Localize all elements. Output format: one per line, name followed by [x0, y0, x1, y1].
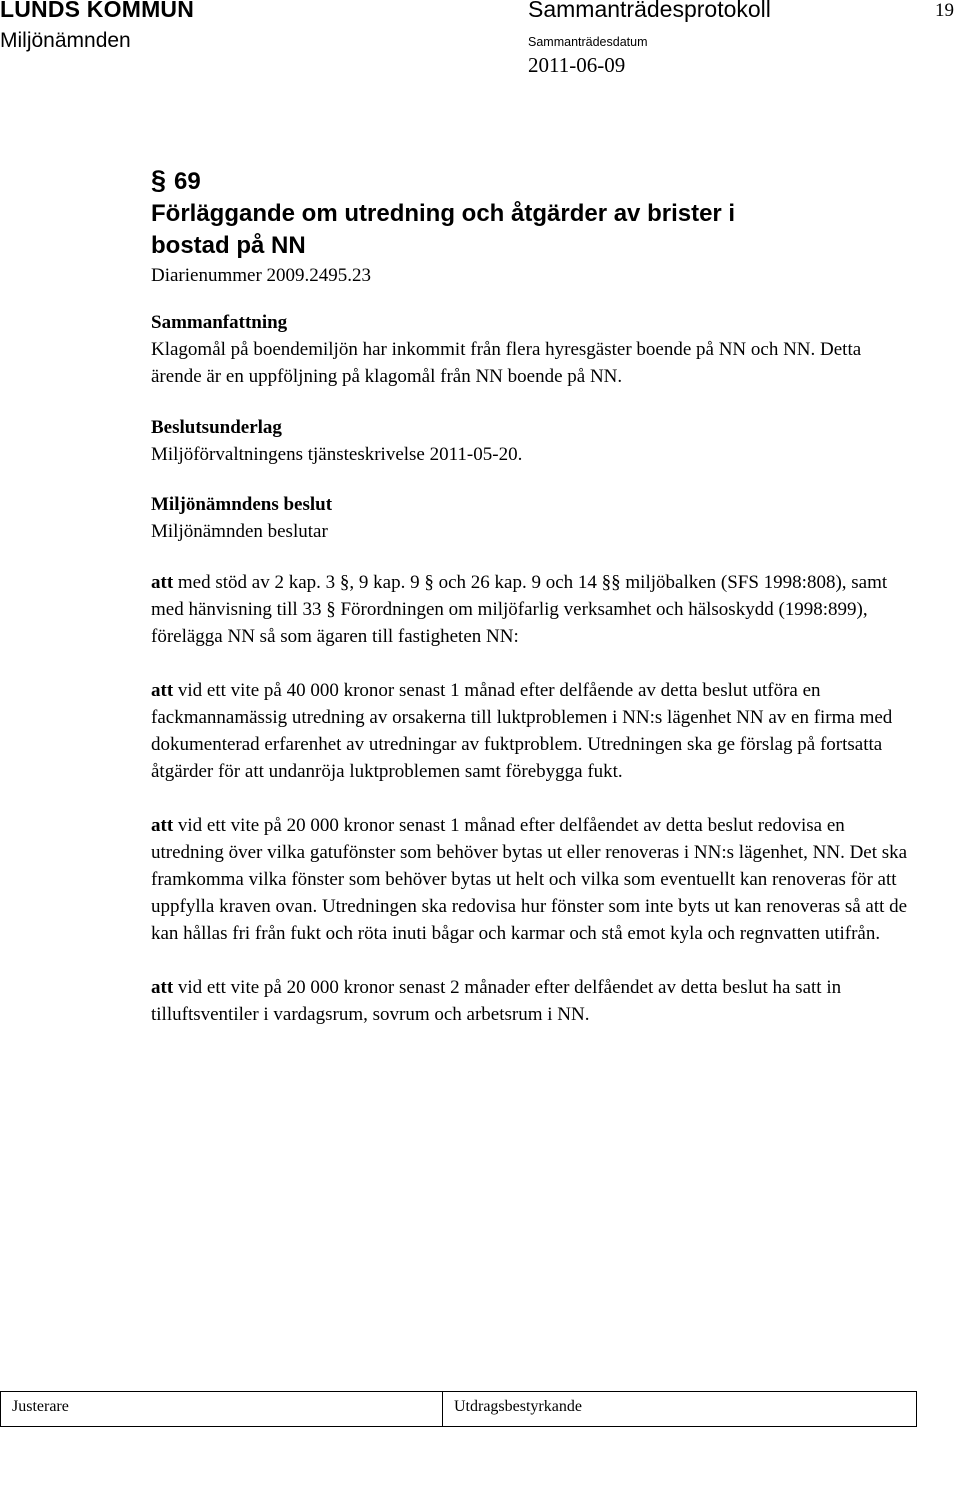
basis-text: Miljöförvaltningens tjänsteskrivelse 2011-05-20.	[151, 444, 523, 465]
certification-label: Utdragsbestyrkande	[454, 1398, 582, 1415]
clause-keyword: att	[151, 977, 174, 998]
section-number	[151, 164, 911, 198]
clause-text: vid ett vite på 20 000 kronor senast 2 månader efter delfåendet av detta beslut ha satt in tilluftsventiler i vardagsrum, sovrum och arbetsrum i NN.	[151, 977, 842, 1025]
meeting-date: 2011-06-09	[528, 53, 626, 77]
clause-text: med stöd av 2 kap. 3 §, 9 kap. 9 § och 26 kap. 9 och 14 §§ miljöbalken (SFS 1998:808), samt med hänvisning till 33 § Förordningen om miljöfarlig verksamhet och hälsoskydd (1998:899), förelägga NN så som ägaren till fastigheten NN:	[151, 572, 888, 647]
decision-clause	[151, 677, 911, 785]
item-title-line-2: bostad på NN	[151, 232, 306, 259]
item-title-line-1: Förläggande om utredning och åtgärder av brister i	[151, 200, 736, 227]
page-number: 19	[935, 0, 954, 21]
certification-box	[443, 1392, 916, 1426]
adjuster-box	[1, 1392, 443, 1426]
decision-heading: Miljönämndens beslut	[151, 494, 333, 515]
protocol-item	[151, 164, 911, 1028]
decision-clause	[151, 974, 911, 1028]
reference-number: Diarienummer 2009.2495.23	[151, 265, 372, 286]
clause-keyword: att	[151, 680, 174, 701]
document-type: Sammanträdesprotokoll	[528, 0, 771, 22]
summary-text: Klagomål på boendemiljön har inkommit från flera hyresgäster boende på NN och NN. Detta ärende är en uppföljning på klagomål från NN boende på NN.	[151, 339, 862, 387]
department-name: Miljönämnden	[0, 29, 131, 52]
clause-keyword: att	[151, 572, 174, 593]
clause-text: vid ett vite på 40 000 kronor senast 1 månad efter delfående av detta beslut utföra en fackmannamässig utredning av orsakerna till luktproblemen i NN:s lägenhet NN av en firma med dokumenterad erfarenhet av utredningar av fuktproblem. Utredningen ska ge förslag på fortsatta åtgärder för att undanröja luktproblemen samt förebygga fukt.	[151, 680, 893, 782]
decision-clause	[151, 569, 911, 650]
item-number: 69	[174, 168, 201, 195]
clause-keyword: att	[151, 815, 174, 836]
summary-heading: Sammanfattning	[151, 312, 288, 333]
adjuster-label: Justerare	[12, 1398, 69, 1415]
organization-name: LUNDS KOMMUN	[0, 0, 195, 22]
basis-heading: Beslutsunderlag	[151, 417, 282, 438]
section-symbol: §	[151, 165, 167, 195]
decision-intro: Miljönämnden beslutar	[151, 521, 328, 542]
signature-footer	[0, 1391, 917, 1427]
meeting-date-label: Sammanträdesdatum	[528, 35, 648, 49]
clause-text: vid ett vite på 20 000 kronor senast 1 månad efter delfåendet av detta beslut redovisa en utredning över vilka gatufönster som behöver bytas ut eller renoveras i NN:s lägenhet, NN. Det ska framkomma vilka fönster som behöver bytas ut helt och vilka som eventuellt kan renoveras för att uppfylla kraven ovan. Utredningen ska redovisa hur fönster som inte byts ut kan renoveras så att de kan hållas fri från fukt och röta inuti bågar och karmar och stå emot kyla och regnvatten utifrån.	[151, 815, 908, 944]
decision-clause	[151, 812, 911, 947]
